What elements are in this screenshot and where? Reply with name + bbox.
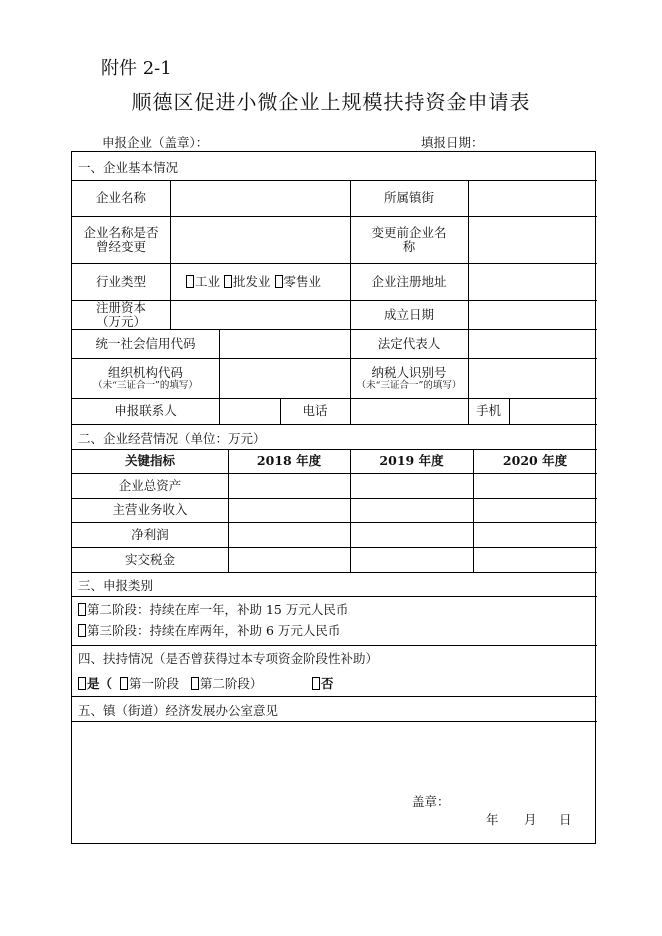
col-key-indicator: 关键指标 xyxy=(124,453,175,468)
seal-label: 盖章： xyxy=(412,794,450,809)
reg-capital-label: 注册资本 （万元） xyxy=(95,299,146,329)
checkbox-icon xyxy=(224,275,232,288)
founded-label: 成立日期 xyxy=(383,306,434,322)
credit-code-label: 统一社会信用代码 xyxy=(95,335,196,351)
former-name-field[interactable] xyxy=(469,216,597,263)
taxpayer-id-label: 纳税人识别号 （未“三证合一”的填写） xyxy=(356,364,462,391)
contact-label: 申报联系人 xyxy=(114,403,177,418)
stage3-option[interactable]: 第三阶段：持续在库两年，补助 6 万元人民币 xyxy=(78,621,340,639)
checkbox-icon xyxy=(78,677,86,690)
stage2-option[interactable]: 第二阶段：持续在库一年，补助 15 万元人民币 xyxy=(78,600,348,618)
application-form-table xyxy=(71,151,596,844)
former-name-label: 变更前企业名称 xyxy=(371,224,447,254)
checkbox-icon xyxy=(191,677,199,690)
support-stage2-option[interactable]: 第二阶段） xyxy=(191,676,263,691)
form-title: 顺德区促进小微企业上规模扶持资金申请表 xyxy=(131,90,531,114)
attachment-label: 附件 2-1 xyxy=(101,58,172,79)
support-no-option[interactable]: 否 xyxy=(312,674,334,692)
org-code-field[interactable] xyxy=(220,358,350,398)
row-main-revenue: 主营业务收入 xyxy=(112,502,188,517)
col-2020: 2020 年度 xyxy=(502,453,568,468)
date-label: 填报日期： xyxy=(421,135,484,150)
section4-title: 四、扶持情况（是否曾获得过本专项资金阶段性补助） xyxy=(78,651,379,666)
month-label: 月 xyxy=(524,812,537,827)
checkbox-icon xyxy=(78,624,86,637)
phone-label: 电话 xyxy=(302,403,328,418)
col-2019: 2019 年度 xyxy=(379,453,444,468)
section2-title: 二、企业经营情况（单位：万元） xyxy=(78,431,266,446)
reg-address-label: 企业注册地址 xyxy=(371,273,447,289)
phone-field[interactable] xyxy=(351,398,468,424)
checkbox-icon xyxy=(312,677,320,690)
org-code-label: 组织机构代码 （未“三证合一”的填写） xyxy=(93,364,198,391)
checkbox-icon xyxy=(186,275,194,288)
founded-field[interactable] xyxy=(469,300,597,329)
industry-option-industrial[interactable]: 工业 xyxy=(186,275,220,289)
company-name-label: 企业名称 xyxy=(95,190,146,205)
town-field[interactable] xyxy=(469,180,597,216)
legal-rep-label: 法定代表人 xyxy=(377,335,441,351)
industry-options xyxy=(186,263,350,300)
applicant-label: 申报企业（盖章）： xyxy=(102,135,209,150)
support-options xyxy=(78,674,262,692)
row-net-profit: 净利润 xyxy=(131,526,169,542)
taxpayer-id-field[interactable] xyxy=(469,358,597,398)
industry-label: 行业类型 xyxy=(95,273,146,289)
row-total-assets: 企业总资产 xyxy=(118,477,182,493)
checkbox-icon xyxy=(120,677,128,690)
mobile-label: 手机 xyxy=(475,403,501,418)
section1-title: 一、企业基本情况 xyxy=(78,160,179,175)
company-name-field[interactable] xyxy=(171,180,350,216)
row-tax-paid: 实交税金 xyxy=(124,551,175,567)
town-label: 所属镇街 xyxy=(383,190,434,205)
mobile-field[interactable] xyxy=(510,398,597,424)
reg-address-field[interactable] xyxy=(469,263,597,300)
section5-title: 五、镇（街道）经济发展办公室意见 xyxy=(78,703,279,718)
col-2018: 2018 年度 xyxy=(256,453,322,468)
section3-title: 三、申报类别 xyxy=(78,578,154,593)
reg-capital-field[interactable] xyxy=(171,300,350,329)
credit-code-field[interactable] xyxy=(220,329,350,358)
contact-field[interactable] xyxy=(220,398,280,424)
industry-option-wholesale[interactable]: 批发业 xyxy=(224,275,271,289)
legal-rep-field[interactable] xyxy=(469,329,597,358)
day-label: 日 xyxy=(559,812,572,827)
year-label: 年 xyxy=(486,812,499,827)
checkbox-icon xyxy=(78,603,86,616)
industry-option-retail[interactable]: 零售业 xyxy=(275,275,322,289)
name-changed-label: 企业名称是否曾经变更 xyxy=(83,224,159,254)
support-stage1-option[interactable]: 第一阶段 xyxy=(120,676,179,691)
name-changed-field[interactable] xyxy=(171,216,350,263)
support-yes-option[interactable]: 是（ xyxy=(78,676,112,691)
checkbox-icon xyxy=(275,275,283,288)
